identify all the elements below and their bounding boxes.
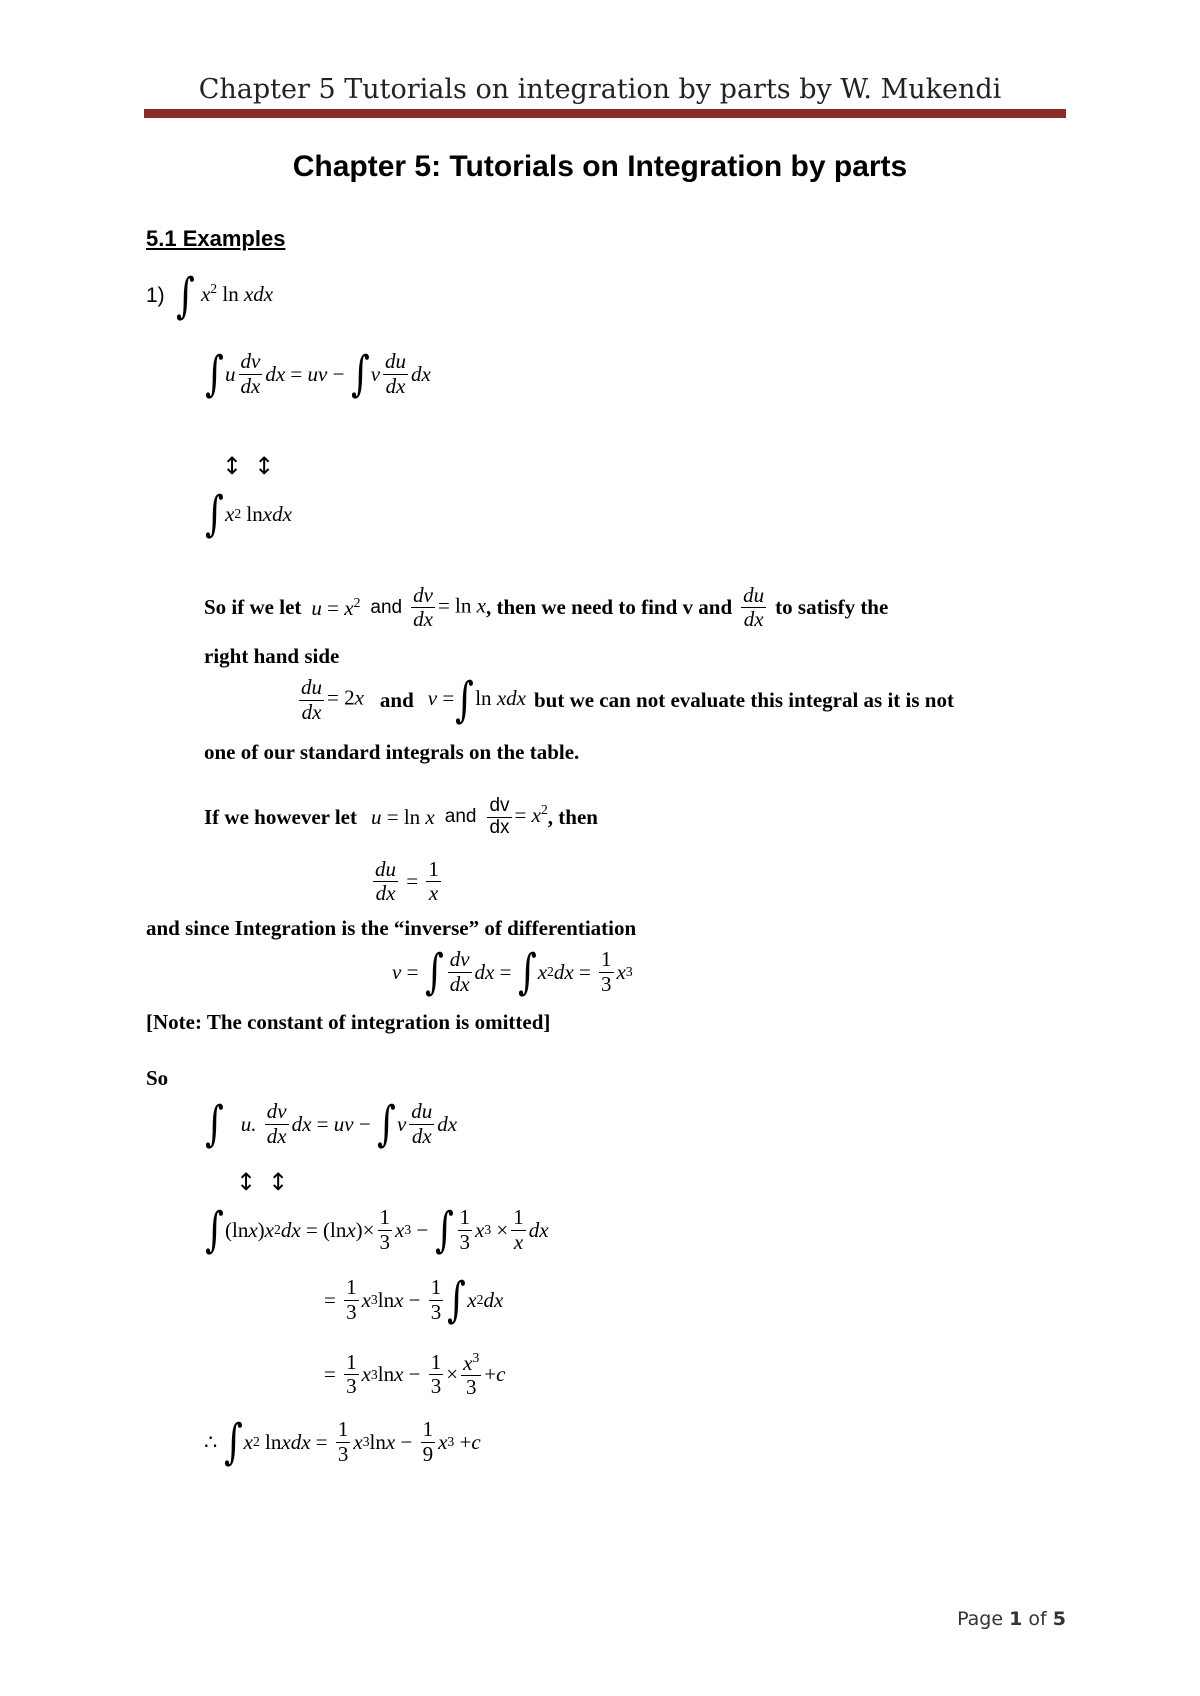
simplification-step-1: = $\frac{1}{3}$ x 3 ln x − $\frac{1}{3}$ ∫ x 2 dx (324, 1272, 504, 1328)
page-title: Chapter 5: Tutorials on Integration by parts (292, 150, 908, 183)
example-1-statement (146, 268, 274, 324)
parts-formula-2: ∫ u. $\frac{dv}{dx}$ dx = uv − ∫ v $\frac{du}{dx}$ dx (205, 1096, 458, 1152)
so-text: So (146, 1066, 169, 1090)
du-dx-result: $\frac{du}{dx}$ = $\frac{1}{x}$ (375, 857, 439, 906)
page-number: Page 1 of 5 (957, 1608, 1066, 1630)
parts-formula: ∫ u $\frac{dv}{dx}$ dx = uv − ∫ v $\frac{du}{dx}$ dx (205, 346, 431, 402)
section-heading: 5.1 Examples (146, 226, 286, 251)
v-integration: v = ∫ $\frac{dv}{dx}$ dx = ∫ x 2 dx = $\frac{1}{3}$ x 3 (392, 944, 633, 1000)
right-hand-side-text: right hand side (204, 644, 340, 668)
integral-expression: ∫ $x^2$ ln xdx (175, 268, 274, 324)
example-number: 1) (146, 284, 165, 307)
final-result: ∴ ∫ x 2 ln xdx = $\frac{1}{3}$ x 3 ln x − $\frac{1}{9}$ x 3 + c (204, 1414, 481, 1470)
second-choice-line: If we however let u = ln x and $\frac{dv}{dx}$ = $x^2$ , then (204, 795, 598, 838)
correspondence-arrows-2: ↕↕ (236, 1168, 301, 1196)
first-choice-derivatives: $\frac{du}{dx}$ = 2x and v =∫ln xdx but we can not evaluate this integral as it is not (301, 672, 954, 728)
parts-applied: ∫ (ln x ) x 2 dx = (ln x )× $\frac{1}{3}$ x 3 − ∫ $\frac{1}{3}$ x 3 × $\frac{1}{x}$ dx (205, 1202, 549, 1258)
correspondence-arrows: ↕↕ (222, 452, 287, 480)
inverse-text: and since Integration is the “inverse” of differentiation (146, 916, 637, 940)
note-text: [Note: The constant of integration is omitted] (146, 1010, 551, 1034)
first-choice-line: So if we let $u = x^2$ and $\frac{dv}{dx}$ = ln x , then we need to find v and $\frac{du}{dx}$ to satisfy the (204, 583, 889, 632)
not-standard-text: one of our standard integrals on the table. (204, 740, 580, 764)
simplification-step-2: = $\frac{1}{3}$ x 3 ln x − $\frac{1}{3}$ × $\frac{x^3}{3}$ + c (324, 1350, 506, 1400)
integral-repeat: ∫ x 2 ln xdx (205, 486, 292, 542)
running-header: Chapter 5 Tutorials on integration by parts by W. Mukendi (198, 74, 1002, 105)
header-rule (144, 109, 1066, 118)
